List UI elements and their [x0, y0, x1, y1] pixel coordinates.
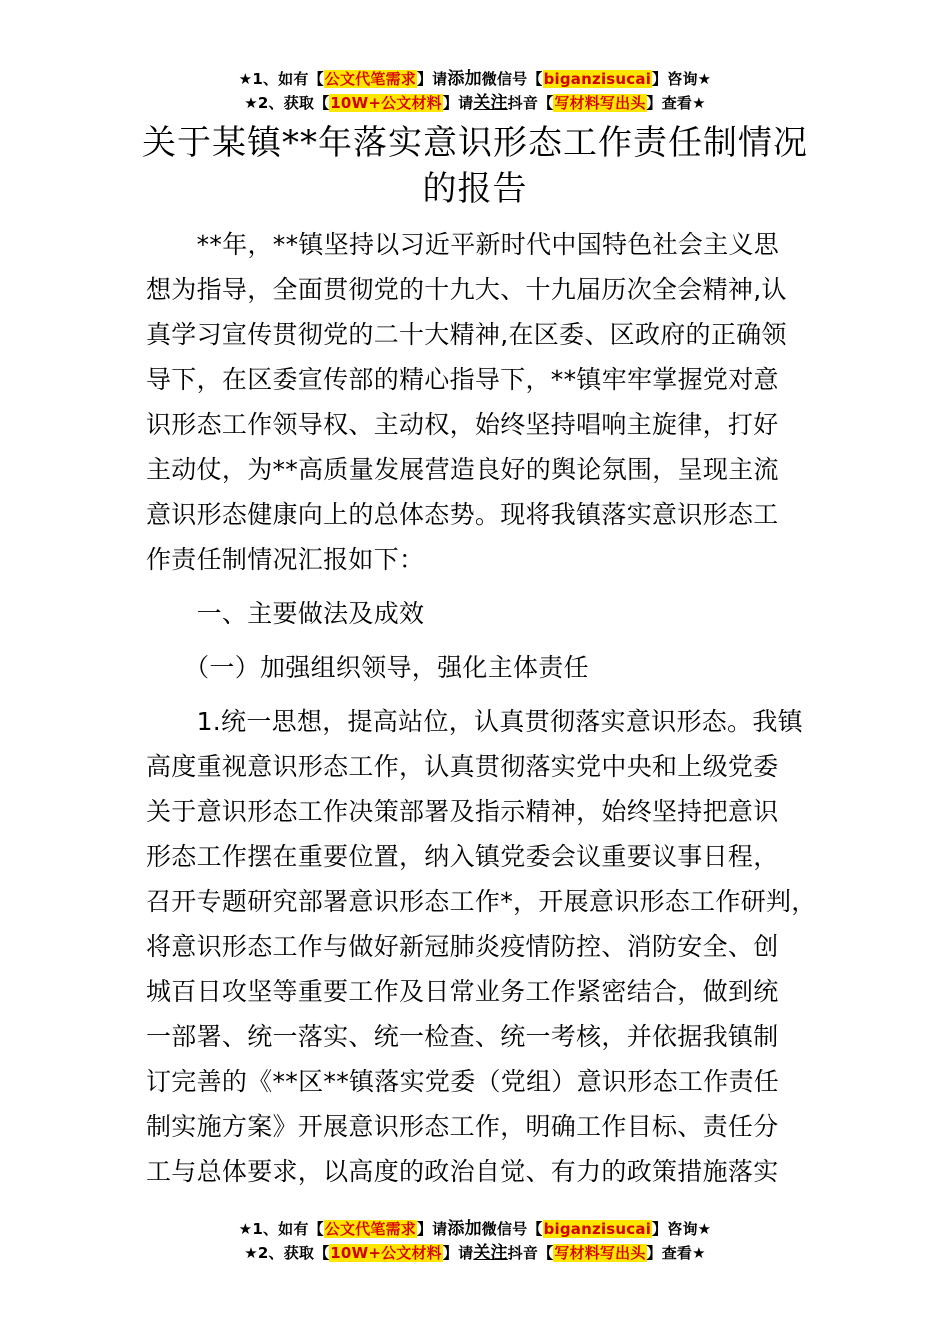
promo-text: 】查看: [646, 94, 693, 112]
star-icon: ★: [692, 94, 706, 112]
promo-emphasis: 添加: [447, 1219, 482, 1239]
document-body: [146, 222, 836, 1194]
promo-banner-top: [0, 67, 950, 115]
promo-text: 】请: [416, 70, 448, 88]
promo-text: 微信号【: [481, 70, 543, 88]
promo-text: 】请: [416, 1220, 448, 1238]
promo-text: 】查看: [646, 1244, 693, 1262]
promo-highlight: 10W+公文材料: [330, 94, 442, 112]
promo-emphasis: 关注: [473, 1243, 508, 1263]
promo-line-1: [0, 1217, 950, 1241]
promo-text: 抖音【: [507, 94, 554, 112]
promo-line-1: [0, 67, 950, 91]
promo-text: 1、如有【: [252, 70, 324, 88]
paragraph-line: 订完善的《**区**镇落实党委（党组）意识形态工作责任: [146, 1067, 780, 1096]
star-icon: ★: [238, 70, 253, 88]
document-title: [0, 120, 950, 212]
promo-text: 】请: [442, 1244, 474, 1262]
paragraph-line: 一部署、统一落实、统一检查、统一考核，并依据我镇制: [146, 1022, 779, 1051]
paragraph-line: 1.统一思想，提高站位，认真贯彻落实意识形态。我镇: [146, 707, 803, 736]
star-icon: ★: [238, 1220, 253, 1238]
promo-text: 】请: [442, 94, 474, 112]
paragraph-line: 高度重视意识形态工作，认真贯彻落实党中央和上级党委: [146, 752, 779, 781]
promo-highlight: 写材料写出头: [554, 1244, 646, 1262]
paragraph-line: 城百日攻坚等重要工作及日常业务工作紧密结合，做到统: [146, 977, 779, 1006]
title-line-2: 的报告: [422, 169, 528, 209]
promo-text: 】咨询: [652, 1220, 698, 1238]
promo-line-2: [0, 1241, 950, 1265]
promo-highlight: 写材料写出头: [554, 94, 646, 112]
promo-banner-bottom: [0, 1217, 950, 1265]
paragraph-line: 将意识形态工作与做好新冠肺炎疫情防控、消防安全、创: [146, 932, 779, 961]
paragraph-line: 真学习宣传贯彻党的二十大精神,在区委、区政府的正确领: [146, 320, 787, 349]
promo-highlight: 公文代笔需求: [324, 70, 416, 88]
promo-highlight: biganzisucai: [543, 1220, 652, 1238]
promo-text: 抖音【: [507, 1244, 554, 1262]
star-icon: ★: [244, 1244, 258, 1262]
promo-highlight: biganzisucai: [543, 70, 652, 88]
star-icon: ★: [697, 70, 712, 88]
promo-emphasis: 添加: [447, 69, 482, 89]
paragraph-line: 形态工作摆在重要位置，纳入镇党委会议重要议事日程，: [146, 842, 779, 871]
paragraph-line: 想为指导，全面贯彻党的十九大、十九届历次全会精神,认: [146, 275, 787, 304]
promo-line-2: [0, 91, 950, 115]
paragraph-line: **年，**镇坚持以习近平新时代中国特色社会主义思: [146, 230, 780, 259]
promo-text: 1、如有【: [252, 1220, 324, 1238]
title-line-1: 关于某镇**年落实意识形态工作责任制情况: [142, 123, 808, 163]
paragraph-line: 识形态工作领导权、主动权，始终坚持唱响主旋律，打好: [146, 410, 779, 439]
star-icon: ★: [697, 1220, 712, 1238]
star-icon: ★: [244, 94, 258, 112]
paragraph-line: 工与总体要求，以高度的政治自觉、有力的政策措施落实: [146, 1157, 779, 1186]
paragraph-line: 关于意识形态工作决策部署及指示精神，始终坚持把意识: [146, 797, 779, 826]
promo-text: 】咨询: [652, 70, 698, 88]
star-icon: ★: [692, 1244, 706, 1262]
promo-highlight: 10W+公文材料: [330, 1244, 442, 1262]
promo-text: 2、获取【: [257, 94, 330, 112]
subsection-heading: （一）加强组织领导，强化主体责任: [146, 653, 589, 682]
paragraph-line: 作责任制情况汇报如下：: [146, 545, 425, 574]
promo-highlight: 公文代笔需求: [324, 1220, 416, 1238]
paragraph-line: 导下，在区委宣传部的精心指导下，**镇牢牢掌握党对意: [146, 365, 779, 394]
promo-text: 微信号【: [481, 1220, 543, 1238]
paragraph-line: 制实施方案》开展意识形态工作，明确工作目标、责任分: [146, 1112, 779, 1141]
promo-emphasis: 关注: [473, 93, 508, 113]
paragraph-line: 召开专题研究部署意识形态工作*，开展意识形态工作研判，: [146, 887, 817, 916]
promo-text: 2、获取【: [257, 1244, 330, 1262]
paragraph-line: 意识形态健康向上的总体态势。现将我镇落实意识形态工: [146, 500, 779, 529]
section-heading: 一、主要做法及成效: [146, 599, 425, 628]
paragraph-line: 主动仗，为**高质量发展营造良好的舆论氛围，呈现主流: [146, 455, 779, 484]
